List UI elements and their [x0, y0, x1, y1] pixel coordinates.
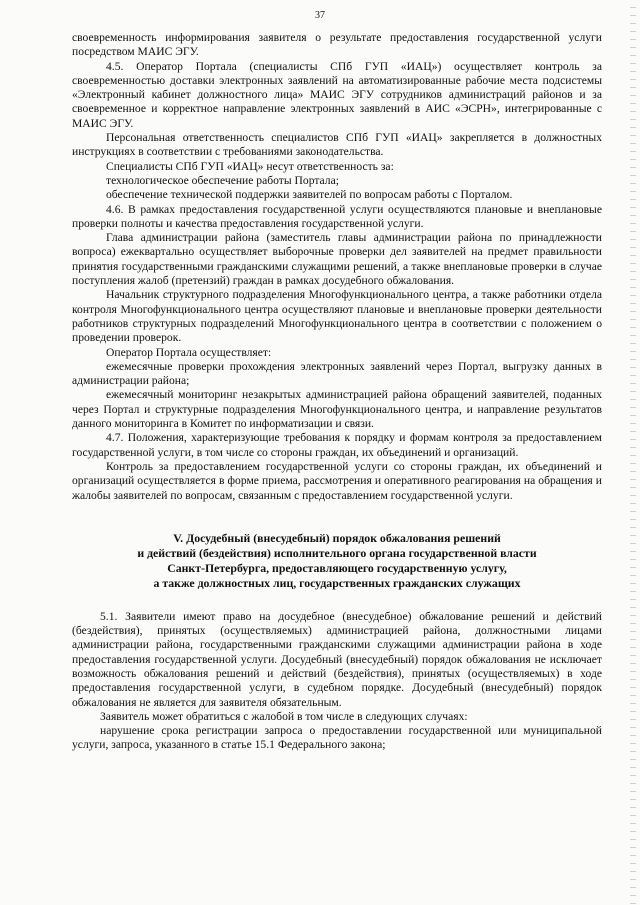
paragraph: Специалисты СПб ГУП «ИАЦ» несут ответственность за:	[106, 159, 394, 173]
paragraph: обеспечение технической поддержки заявителей по вопросам работы с Порталом.	[106, 188, 513, 202]
paragraph: Заявитель может обратиться с жалобой в том числе в следующих случаях:	[100, 709, 468, 723]
paragraph: Контроль за предоставлением государственной услуги со стороны граждан, их объединений и организаций осуществляется в форме приема, рассмотрения и оперативного реагирования на обращения и жалобы заявителей по вопросам, связанным с предоставлением государственной услуги.	[72, 459, 602, 502]
section-heading-line: Санкт-Петербурга, предоставляющего государственную услугу,	[167, 560, 507, 575]
paragraph: нарушение срока регистрации запроса о предоставлении государственной или муниципальной услуги, запроса, указанного в статье 15.1 Федерального закона;	[72, 724, 602, 752]
paragraph: 4.7. Положения, характеризующие требования к порядку и формам контроля за предоставлением государственной услуги, в том числе со стороны граждан, их объединений и организаций.	[72, 431, 602, 459]
section-heading-line: и действий (бездействия) исполнительного органа государственной власти	[137, 545, 537, 560]
paragraph: технологическое обеспечение работы Портала;	[106, 173, 339, 187]
section-heading	[72, 531, 602, 591]
paragraph: 4.6. В рамках предоставления государственной услуги осуществляются плановые и внеплановые проверки полноты и качества предоставления государственной услуги.	[72, 202, 602, 230]
paragraph: ежемесячный мониторинг незакрытых администрацией района обращений заявителей, поданных через Портал и структурные подразделения Многофункционального центра, и направление результатов данного мониторинга в Комитет по информатизации и связи.	[72, 388, 602, 431]
section-heading-line: а также должностных лиц, государственных гражданских служащих	[153, 575, 521, 590]
paragraph: своевременность информирования заявителя о результате предоставления государственной услуги посредством МАИС ЭГУ.	[72, 31, 602, 59]
paragraph: Оператор Портала осуществляет:	[106, 345, 272, 359]
document-body	[72, 31, 602, 753]
scan-edge-marks	[630, 0, 636, 905]
paragraph: Начальник структурного подразделения Многофункционального центра, а также работники отдела контроля Многофункционального центра осуществляют плановые и внеплановые проверки деятельности работников структурных подразделений Многофункционального центра в соответствии с положением о проведении проверок.	[72, 288, 602, 345]
paragraph: Глава администрации района (заместитель главы администрации района по принадлежности вопроса) ежеквартально осуществляет выборочные проверки дел заявителей на предмет правильности принятия государственными гражданскими служащими решений, а также внеплановые проверки в случае поступления жалоб (претензий) граждан в рамках досудебного обжалования.	[72, 231, 602, 288]
paragraph: Персональная ответственность специалистов СПб ГУП «ИАЦ» закрепляется в должностных инструкциях в соответствии с требованиями законодательства.	[72, 131, 602, 159]
section-spacer	[72, 503, 602, 531]
paragraph: ежемесячные проверки прохождения электронных заявлений через Портал, выгрузку данных в администрации района;	[72, 359, 602, 388]
section-heading-line: V. Досудебный (внесудебный) порядок обжалования решений	[173, 530, 501, 545]
paragraph: 4.5. Оператор Портала (специалисты СПб ГУП «ИАЦ») осуществляет контроль за своевременностью доставки электронных заявлений на автоматизированные рабочие места подсистемы «Электронный кабинет должностного лица» МАИС ЭГУ сотрудников администраций районов и за своевременное и корректное направление электронных заявлений в АИС «ЭСРН», интегрированные с МАИС ЭГУ.	[72, 59, 602, 130]
paragraph: 5.1. Заявители имеют право на досудебное (внесудебное) обжалование решений и действий (бездействия), принятых (осуществляемых) администрацией района, должностными лицами администрации района, государственными гражданскими служащими администрации района в ходе предоставления государственной услуги. Досудебный (внесудебный) порядок обжалования не исключает возможность обжалования решений и действий (бездействия), принятых (осуществляемых) в ходе предоставления государственной услуги, в судебном порядке. Досудебный (внесудебный) порядок обжалования не является для заявителя обязательным.	[72, 609, 602, 709]
page-number: 37	[315, 10, 325, 21]
